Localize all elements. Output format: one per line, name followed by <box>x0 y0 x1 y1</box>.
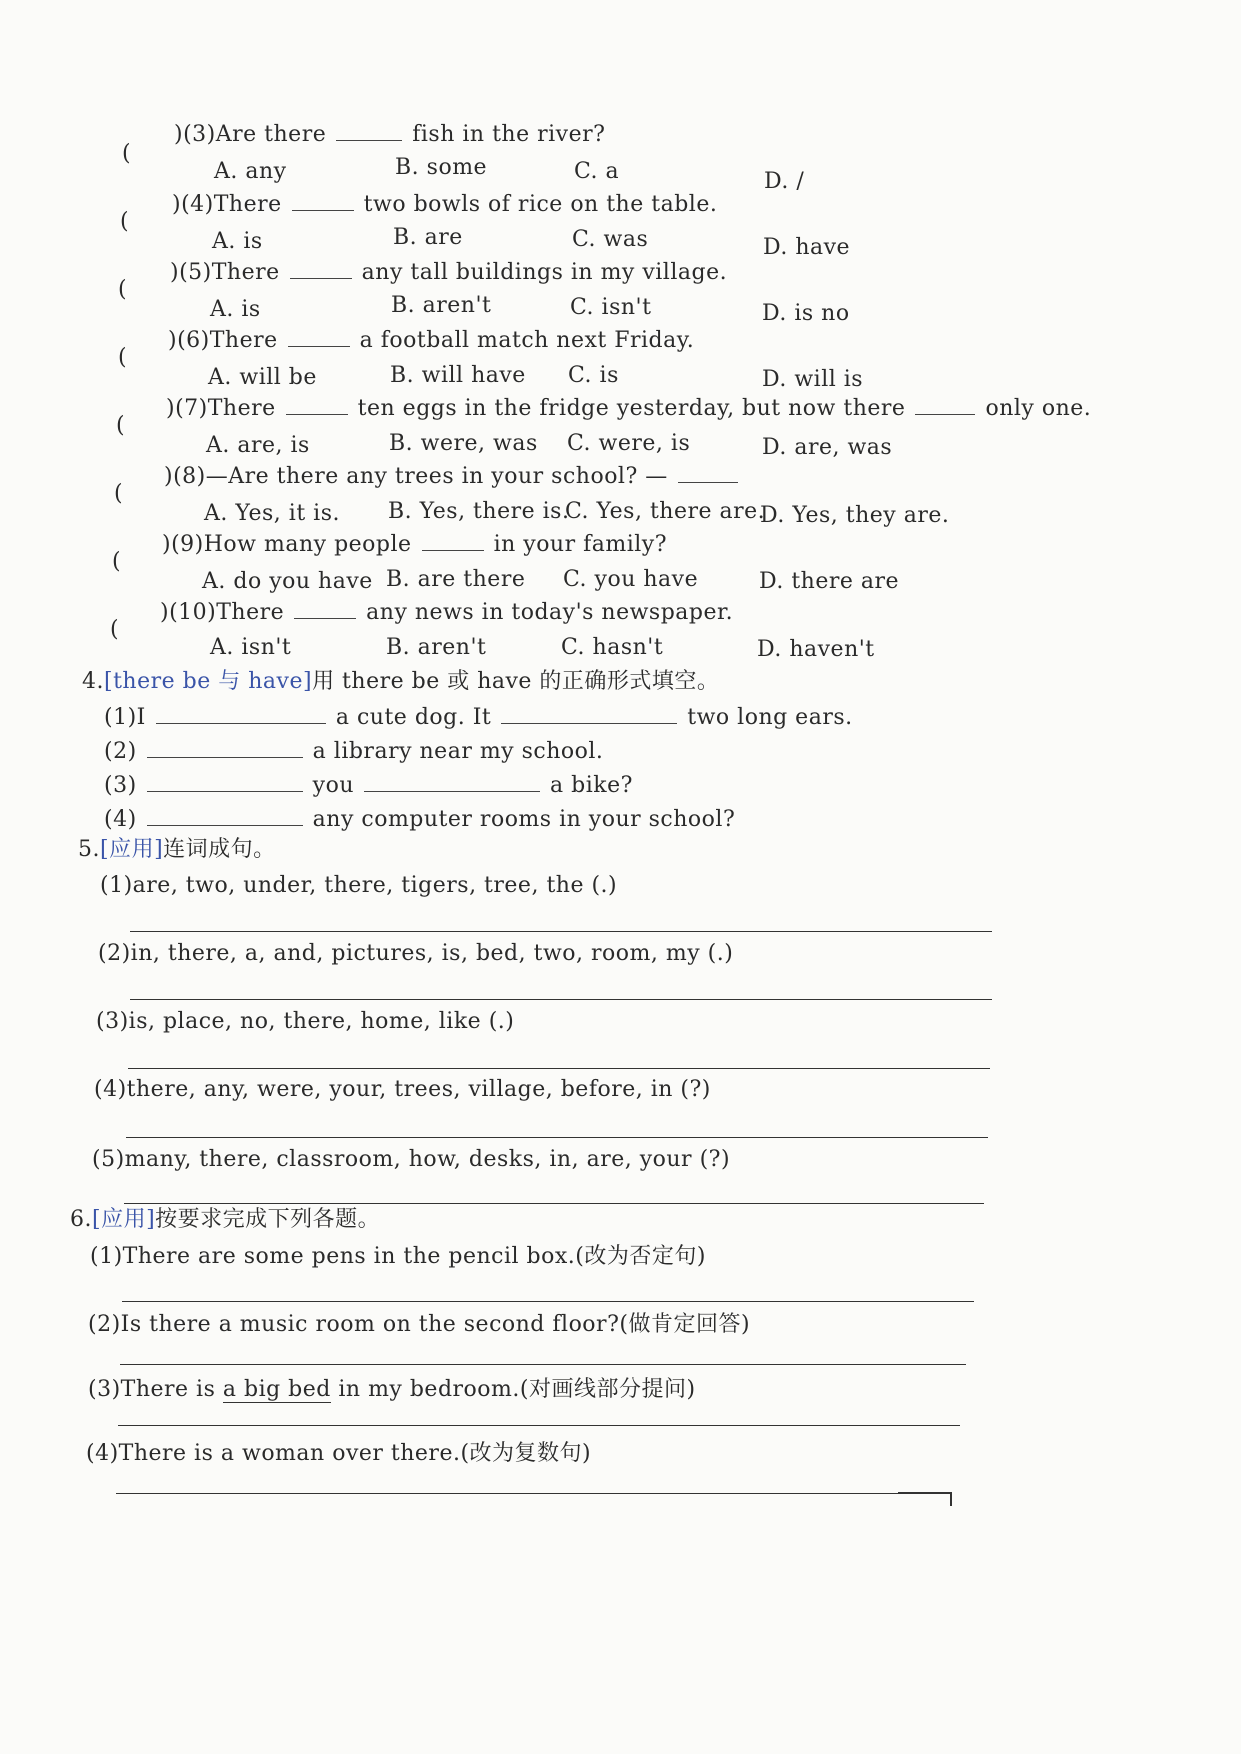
transform-item <box>86 1440 591 1468</box>
answer-line[interactable] <box>130 931 992 932</box>
stem-text: —Are there any trees in your school? — <box>205 464 668 489</box>
section-instruction: 按要求完成下列各题。 <box>155 1207 381 1232</box>
fill-item <box>104 772 633 800</box>
option-a[interactable]: A. will be <box>208 365 317 390</box>
item-text: any computer rooms in your school? <box>312 807 736 832</box>
question-number: )(9) <box>162 532 204 557</box>
item-text: a bike? <box>550 773 633 798</box>
scramble-item: (3)is, place, no, there, home, like (.) <box>96 1009 515 1034</box>
section-instruction: 用 there be 或 have 的正确形式填空。 <box>312 669 720 694</box>
answer-blank[interactable] <box>290 260 352 279</box>
answer-paren[interactable]: ( <box>110 617 119 642</box>
option-c[interactable]: C. were, is <box>567 431 691 456</box>
transform-item <box>88 1376 696 1404</box>
stem-text: two bowls of rice on the table. <box>363 192 718 217</box>
option-a[interactable]: A. any <box>214 159 287 184</box>
option-c[interactable]: C. you have <box>563 567 699 592</box>
item-note: (改为复数句) <box>460 1441 592 1466</box>
fill-item <box>104 738 603 766</box>
section-number: 4. <box>82 669 104 694</box>
option-c[interactable]: C. was <box>572 227 649 252</box>
answer-line[interactable] <box>118 1425 960 1426</box>
section-tag: [应用] <box>100 837 164 862</box>
question-number: )(3) <box>174 122 216 147</box>
option-d[interactable]: D. are, was <box>762 435 893 460</box>
option-a[interactable]: A. do you have <box>202 569 373 594</box>
question-stem <box>172 191 717 219</box>
answer-blank[interactable] <box>147 773 303 792</box>
stem-text: ten eggs in the fridge yesterday, but now there <box>357 396 906 421</box>
fill-item <box>104 806 735 834</box>
option-d[interactable]: D. Yes, they are. <box>760 503 950 528</box>
transform-item <box>88 1311 750 1339</box>
option-d[interactable]: D. will is <box>762 367 864 392</box>
item-text: a cute dog. It <box>335 705 492 730</box>
stem-text: any tall buildings in my village. <box>361 260 728 285</box>
item-text: you <box>312 773 355 798</box>
option-a[interactable]: A. is <box>212 229 263 254</box>
question-stem <box>170 259 727 287</box>
stem-text: There <box>211 260 280 285</box>
underlined-phrase: a big bed <box>222 1377 331 1402</box>
option-c[interactable]: C. hasn't <box>561 635 664 660</box>
option-a[interactable]: A. isn't <box>210 635 292 660</box>
item-text: in my bedroom. <box>330 1377 520 1402</box>
option-b[interactable]: B. aren't <box>391 293 492 318</box>
scramble-item: (4)there, any, were, your, trees, village, before, in (?) <box>94 1077 711 1102</box>
option-a[interactable]: A. are, is <box>206 433 310 458</box>
option-b[interactable]: B. were, was <box>389 431 538 456</box>
item-note: (做肯定回答) <box>619 1312 751 1337</box>
option-c[interactable]: C. isn't <box>570 295 652 320</box>
answer-paren[interactable]: ( <box>118 345 127 370</box>
question-number: )(6) <box>168 328 210 353</box>
stem-text: There <box>213 192 282 217</box>
item-text: (4)There is a woman over there. <box>86 1441 461 1466</box>
item-text: (1)There are some pens in the pencil box. <box>90 1244 576 1269</box>
question-stem <box>166 395 1091 423</box>
scramble-item: (1)are, two, under, there, tigers, tree, the (.) <box>100 873 618 898</box>
item-text: two long ears. <box>687 705 853 730</box>
question-number: )(8) <box>164 464 206 489</box>
answer-paren[interactable]: ( <box>120 209 129 234</box>
option-d[interactable]: D. is no <box>762 301 850 326</box>
option-c[interactable]: C. is <box>568 363 619 388</box>
option-d[interactable]: D. there are <box>759 569 900 594</box>
option-b[interactable]: B. are there <box>386 567 526 592</box>
section-heading <box>78 836 276 864</box>
option-d[interactable]: D. / <box>764 169 805 194</box>
answer-blank[interactable] <box>364 773 540 792</box>
stem-text: How many people <box>203 532 412 557</box>
answer-blank[interactable] <box>915 396 975 415</box>
answer-blank[interactable] <box>288 328 350 347</box>
stem-text: Are there <box>215 122 327 147</box>
answer-paren[interactable]: ( <box>114 481 123 506</box>
option-b[interactable]: B. Yes, there is. <box>388 499 570 524</box>
option-b[interactable]: B. are <box>393 225 463 250</box>
page-corner-mark <box>898 1492 952 1506</box>
question-number: )(4) <box>172 192 214 217</box>
answer-paren[interactable]: ( <box>118 277 127 302</box>
scramble-item: (5)many, there, classroom, how, desks, in, are, your (?) <box>92 1147 731 1172</box>
item-label: (3) <box>104 773 137 798</box>
stem-text: There <box>216 600 285 625</box>
answer-blank[interactable] <box>422 532 484 551</box>
question-number: )(7) <box>166 396 208 421</box>
answer-line[interactable] <box>122 1301 974 1302</box>
answer-blank[interactable] <box>336 122 402 141</box>
section-tag: [there be 与 have] <box>104 669 313 694</box>
fill-item <box>104 704 853 732</box>
item-note: (改为否定句) <box>575 1244 706 1269</box>
option-b[interactable]: B. aren't <box>386 635 487 660</box>
answer-paren[interactable]: ( <box>122 141 131 166</box>
answer-blank[interactable] <box>147 739 303 758</box>
item-text: (2)Is there a music room on the second floor? <box>88 1312 620 1337</box>
answer-blank[interactable] <box>147 807 303 826</box>
question-stem <box>174 121 605 149</box>
answer-blank[interactable] <box>294 600 356 619</box>
stem-text: There <box>209 328 278 353</box>
item-label: (4) <box>104 807 137 832</box>
option-a[interactable]: A. is <box>210 297 261 322</box>
transform-item <box>90 1243 706 1271</box>
answer-line[interactable] <box>130 999 992 1000</box>
item-text: (3)There is <box>88 1377 223 1402</box>
answer-paren[interactable]: ( <box>116 413 125 438</box>
scramble-item: (2)in, there, a, and, pictures, is, bed, two, room, my (.) <box>98 941 734 966</box>
option-a[interactable]: A. Yes, it is. <box>204 501 340 526</box>
option-d[interactable]: D. haven't <box>757 637 875 662</box>
section-heading <box>82 668 719 696</box>
stem-text: There <box>207 396 276 421</box>
stem-text: in your family? <box>493 532 668 557</box>
answer-paren[interactable]: ( <box>112 549 121 574</box>
option-d[interactable]: D. have <box>763 235 851 260</box>
question-stem <box>164 463 748 491</box>
answer-blank[interactable] <box>292 192 354 211</box>
answer-blank[interactable] <box>286 396 348 415</box>
question-stem <box>160 599 733 627</box>
question-stem <box>162 531 667 559</box>
item-label: (1)I <box>104 705 146 730</box>
section-number: 5. <box>78 837 100 862</box>
answer-blank[interactable] <box>678 464 738 483</box>
section-instruction: 连词成句。 <box>163 837 276 862</box>
section-tag: [应用] <box>92 1207 156 1232</box>
answer-line[interactable] <box>126 1137 988 1138</box>
section-heading <box>70 1206 380 1234</box>
option-c[interactable]: C. a <box>574 159 620 184</box>
question-number: )(10) <box>160 600 217 625</box>
item-note: (对画线部分提问) <box>519 1377 696 1402</box>
answer-line[interactable] <box>120 1364 966 1365</box>
item-text: a library near my school. <box>312 739 604 764</box>
section-number: 6. <box>70 1207 92 1232</box>
stem-text: only one. <box>985 396 1092 421</box>
answer-blank[interactable] <box>501 705 677 724</box>
answer-line[interactable] <box>128 1068 990 1069</box>
question-stem <box>168 327 694 355</box>
item-label: (2) <box>104 739 137 764</box>
answer-line[interactable] <box>124 1203 984 1204</box>
option-b[interactable]: B. will have <box>390 363 526 388</box>
answer-line[interactable] <box>116 1493 952 1494</box>
stem-text: a football match next Friday. <box>359 328 695 353</box>
stem-text: any news in today's newspaper. <box>366 600 734 625</box>
question-number: )(5) <box>170 260 212 285</box>
answer-blank[interactable] <box>156 705 326 724</box>
stem-text: fish in the river? <box>412 122 606 147</box>
option-b[interactable]: B. some <box>395 155 488 180</box>
option-c[interactable]: C. Yes, there are. <box>565 499 766 524</box>
